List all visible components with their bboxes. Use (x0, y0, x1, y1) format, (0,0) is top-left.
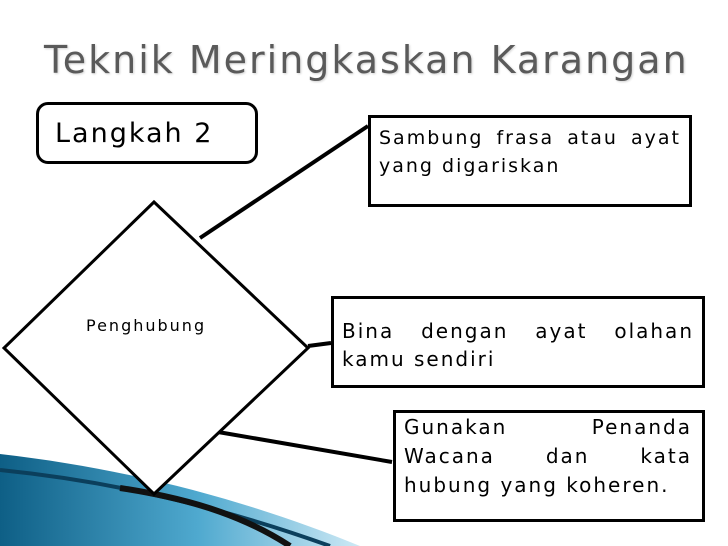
step-label: Langkah 2 (55, 117, 214, 149)
instruction-box-3: Gunakan Penanda Wacana dan kata hubung yang koheren. (393, 410, 705, 522)
page-title: Teknik Meringkaskan Karangan (44, 38, 689, 82)
instruction-box-2: Bina dengan ayat olahan kamu sendiri (331, 296, 705, 388)
diamond-label: Penghubung (86, 316, 207, 335)
connector-line (308, 343, 331, 346)
step-label-box (36, 102, 258, 164)
connector-line (218, 432, 392, 462)
penghubung-diamond (4, 202, 308, 494)
instruction-box-1: Sambung frasa atau ayat yang digariskan (368, 115, 692, 207)
